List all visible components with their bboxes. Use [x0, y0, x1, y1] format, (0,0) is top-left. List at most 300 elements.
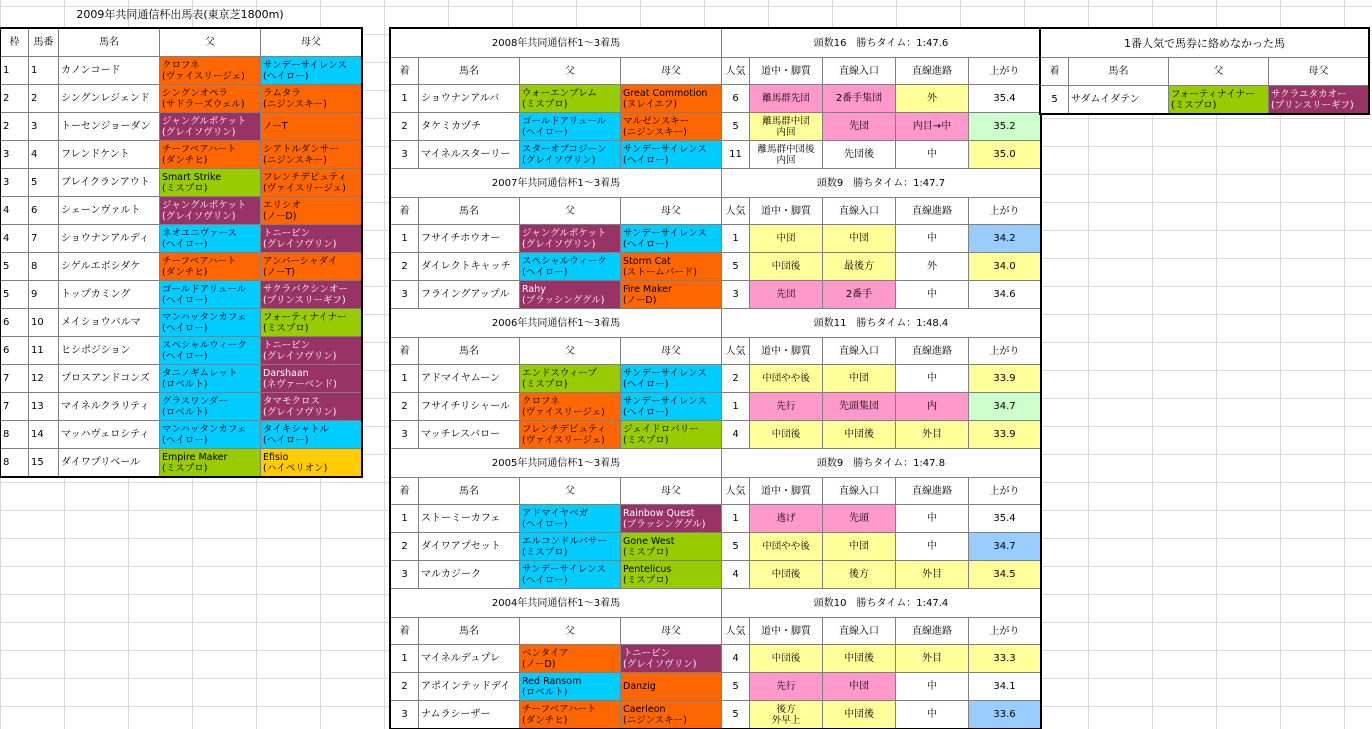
- result-running-style: 中団後: [750, 645, 823, 673]
- result-dam-sire: サンデーサイレンス (ヘイロー): [621, 365, 722, 393]
- race-header-cell: 直線進路: [896, 338, 969, 365]
- result-last-3f: 34.5: [969, 561, 1041, 589]
- entry-row: [1, 225, 362, 253]
- result-sire: フレンチデピュティ (ヴァイスリージェ): [520, 421, 621, 449]
- entry-dam-sire: タマモクロス (グレイソヴリン): [261, 393, 362, 421]
- race-info: 頭数9 勝ちタイム：1:47.7: [722, 169, 1041, 198]
- race-header-cell: 道中・脚質: [750, 478, 823, 505]
- race-header-cell: 着: [391, 478, 419, 505]
- entry-sire: ジャングルポケット (グレイソヴリン): [160, 113, 261, 141]
- entry-row: [1, 169, 362, 197]
- result-straight-course: 中: [896, 141, 969, 169]
- fav-header-name: 馬名: [1069, 58, 1169, 86]
- race-header-cell: 馬名: [419, 338, 520, 365]
- result-dam-sire: Gone West (ミスプロ): [621, 533, 722, 561]
- race-header-row: [391, 58, 1041, 85]
- race-header-cell: 母父: [621, 478, 722, 505]
- race-title: 2006年共同通信杯1～3着馬: [391, 309, 722, 338]
- entry-name: フレンドケント: [59, 141, 160, 169]
- result-popularity: 1: [722, 505, 750, 533]
- result-name: フサイチホウオー: [419, 225, 520, 253]
- race-title-row: [391, 169, 1041, 198]
- entry-sire: クロフネ (ヴァイスリージェ): [160, 57, 261, 85]
- race-header-cell: 道中・脚質: [750, 338, 823, 365]
- race-title-row: [391, 589, 1041, 618]
- result-row: [391, 113, 1041, 141]
- result-running-style: 中団やや後: [750, 365, 823, 393]
- entry-name: マッハヴェロシティ: [59, 421, 160, 449]
- entry-row: [1, 253, 362, 281]
- result-sire: チーフベアハート (ダンチヒ): [520, 701, 621, 729]
- entries-block: [0, 6, 362, 477]
- entry-sire: ジャングルポケット (グレイソヴリン): [160, 197, 261, 225]
- entry-row: [1, 113, 362, 141]
- result-dam-sire: トニービン (グレイソヴリン): [621, 645, 722, 673]
- result-name: マッチレスバロー: [419, 421, 520, 449]
- entry-num: 5: [29, 169, 59, 197]
- result-straight-course: 外目: [896, 421, 969, 449]
- race-header-cell: 着: [391, 198, 419, 225]
- result-popularity: 11: [722, 141, 750, 169]
- result-sire: ベンタイア (ノーD): [520, 645, 621, 673]
- result-dam-sire: Caerleon (ニジンスキー): [621, 701, 722, 729]
- result-straight-course: 中: [896, 701, 969, 729]
- entry-dam-sire: アンバーシャダイ (ノーT): [261, 253, 362, 281]
- entry-dam-sire: サクラバクシンオー (プリンスリーギフ): [261, 281, 362, 309]
- result-pos: 2: [391, 673, 419, 701]
- result-pos: 3: [391, 561, 419, 589]
- entry-dam-sire: フォーティナイナー (ミスプロ): [261, 309, 362, 337]
- race-header-cell: 直線入口: [823, 618, 896, 645]
- entry-waku: 5: [1, 281, 29, 309]
- entry-sire: Empire Maker (ミスプロ): [160, 449, 261, 477]
- result-straight-entry: 先団: [823, 113, 896, 141]
- result-last-3f: 34.6: [969, 281, 1041, 309]
- entry-name: ダイワプリベール: [59, 449, 160, 477]
- race-header-cell: 馬名: [419, 198, 520, 225]
- race-header-cell: 人気: [722, 478, 750, 505]
- entry-name: シェーンヴァルト: [59, 197, 160, 225]
- race-header-cell: 着: [391, 58, 419, 85]
- entry-waku: 3: [1, 169, 29, 197]
- entry-dam-sire: Darshaan (ネヴァーベンド): [261, 365, 362, 393]
- result-row: [391, 533, 1041, 561]
- race-header-cell: 馬名: [419, 618, 520, 645]
- result-last-3f: 33.3: [969, 645, 1041, 673]
- result-popularity: 5: [722, 113, 750, 141]
- result-sire: Rahy (ブラッシンググル): [520, 281, 621, 309]
- race-header-cell: 父: [520, 478, 621, 505]
- result-row: [391, 561, 1041, 589]
- favorite-sire: フォーティナイナー (ミスプロ): [1169, 86, 1269, 114]
- race-title: 2008年共同通信杯1～3着馬: [391, 29, 722, 58]
- result-sire: スペシャルウィーク (ヘイロー): [520, 253, 621, 281]
- entry-waku: 6: [1, 309, 29, 337]
- result-straight-course: 外: [896, 85, 969, 113]
- result-pos: 2: [391, 393, 419, 421]
- result-popularity: 4: [722, 421, 750, 449]
- race-title-row: [391, 29, 1041, 58]
- race-header-row: [391, 338, 1041, 365]
- entry-num: 9: [29, 281, 59, 309]
- entry-sire: マンハッタンカフェ (ヘイロー): [160, 421, 261, 449]
- entry-sire: マンハッタンカフェ (ヘイロー): [160, 309, 261, 337]
- entry-row: [1, 197, 362, 225]
- result-name: ストーミーカフェ: [419, 505, 520, 533]
- result-straight-course: 中: [896, 225, 969, 253]
- result-row: [391, 701, 1041, 729]
- entry-waku: 3: [1, 141, 29, 169]
- result-last-3f: 34.2: [969, 225, 1041, 253]
- entry-row: [1, 337, 362, 365]
- result-straight-entry: 先団後: [823, 141, 896, 169]
- race-header-cell: 直線進路: [896, 618, 969, 645]
- entry-num: 11: [29, 337, 59, 365]
- fav-header-pos: 着: [1041, 58, 1069, 86]
- result-running-style: 逃げ: [750, 505, 823, 533]
- entry-dam-sire: ノーT: [261, 113, 362, 141]
- entry-waku: 5: [1, 253, 29, 281]
- result-last-3f: 35.4: [969, 505, 1041, 533]
- race-header-cell: 母父: [621, 618, 722, 645]
- result-last-3f: 34.0: [969, 253, 1041, 281]
- result-dam-sire: Storm Cat (ストームバード): [621, 253, 722, 281]
- result-popularity: 1: [722, 393, 750, 421]
- result-pos: 1: [391, 645, 419, 673]
- result-running-style: 先行: [750, 393, 823, 421]
- entry-sire: チーフベアハート (ダンチヒ): [160, 253, 261, 281]
- result-last-3f: 35.2: [969, 113, 1041, 141]
- entry-waku: 4: [1, 197, 29, 225]
- entry-num: 2: [29, 85, 59, 113]
- result-sire: Red Ransom (ロベルト): [520, 673, 621, 701]
- entry-sire: スペシャルウィーク (ヘイロー): [160, 337, 261, 365]
- entry-row: [1, 57, 362, 85]
- race-header-cell: 母父: [621, 198, 722, 225]
- result-popularity: 2: [722, 365, 750, 393]
- race-title: 2004年共同通信杯1～3着馬: [391, 589, 722, 618]
- race-header-cell: 直線入口: [823, 198, 896, 225]
- entry-num: 4: [29, 141, 59, 169]
- result-popularity: 5: [722, 673, 750, 701]
- race-header-cell: 直線進路: [896, 198, 969, 225]
- entries-table: [0, 28, 362, 477]
- result-running-style: 離馬群中団後 内回: [750, 141, 823, 169]
- result-row: [391, 281, 1041, 309]
- entry-name: メイショウバルマ: [59, 309, 160, 337]
- result-name: マイネルデュプレ: [419, 645, 520, 673]
- race-header-cell: 道中・脚質: [750, 58, 823, 85]
- entry-num: 8: [29, 253, 59, 281]
- result-popularity: 4: [722, 561, 750, 589]
- result-last-3f: 35.0: [969, 141, 1041, 169]
- race-header-cell: 直線進路: [896, 478, 969, 505]
- entry-num: 1: [29, 57, 59, 85]
- result-straight-course: 外目: [896, 561, 969, 589]
- entry-name: シゲルエボシダケ: [59, 253, 160, 281]
- favorite-header-row: [1041, 58, 1369, 86]
- result-pos: 1: [391, 365, 419, 393]
- race-header-cell: 直線進路: [896, 58, 969, 85]
- entry-row: [1, 421, 362, 449]
- result-pos: 1: [391, 505, 419, 533]
- result-last-3f: 35.4: [969, 85, 1041, 113]
- header-dam-sire: 母父: [261, 29, 362, 57]
- race-header-row: [391, 618, 1041, 645]
- result-pos: 3: [391, 281, 419, 309]
- favorite-dam-sire: サクラユタカオー (プリンスリーギフ): [1269, 86, 1369, 114]
- result-row: [391, 85, 1041, 113]
- result-sire: アドマイヤベガ (ヘイロー): [520, 505, 621, 533]
- results-table: [390, 28, 1041, 729]
- favorite-table: [1040, 28, 1369, 114]
- result-running-style: 後方 外早上: [750, 701, 823, 729]
- entry-num: 3: [29, 113, 59, 141]
- result-straight-entry: 先頭: [823, 505, 896, 533]
- entry-dam-sire: ラムタラ (ニジンスキー): [261, 85, 362, 113]
- result-row: [391, 505, 1041, 533]
- result-running-style: 離馬群中団 内回: [750, 113, 823, 141]
- race-header-cell: 父: [520, 338, 621, 365]
- result-straight-entry: 2番手: [823, 281, 896, 309]
- entry-dam-sire: トニービン (グレイソヴリン): [261, 225, 362, 253]
- result-straight-course: 外目: [896, 645, 969, 673]
- entry-dam-sire: タイキシャトル (ヘイロー): [261, 421, 362, 449]
- entry-sire: Smart Strike (ミスプロ): [160, 169, 261, 197]
- race-header-cell: 上がり: [969, 58, 1041, 85]
- entry-dam-sire: サンデーサイレンス (ヘイロー): [261, 57, 362, 85]
- result-name: ナムラシーザー: [419, 701, 520, 729]
- result-sire: ジャングルポケット (グレイソヴリン): [520, 225, 621, 253]
- result-pos: 3: [391, 701, 419, 729]
- entry-dam-sire: トニービン (グレイソヴリン): [261, 337, 362, 365]
- result-row: [391, 365, 1041, 393]
- result-dam-sire: Fire Maker (ノーD): [621, 281, 722, 309]
- entry-sire: グラスワンダー (ロベルト): [160, 393, 261, 421]
- result-straight-course: 中: [896, 505, 969, 533]
- entry-num: 15: [29, 449, 59, 477]
- entry-num: 14: [29, 421, 59, 449]
- result-sire: サンデーサイレンス (ヘイロー): [520, 561, 621, 589]
- entry-row: [1, 365, 362, 393]
- race-header-cell: 上がり: [969, 618, 1041, 645]
- result-sire: ゴールドアリュール (ヘイロー): [520, 113, 621, 141]
- race-header-cell: 父: [520, 618, 621, 645]
- result-last-3f: 34.1: [969, 673, 1041, 701]
- result-sire: エンドスウィープ (ミスプロ): [520, 365, 621, 393]
- entry-name: ショウナンアルディ: [59, 225, 160, 253]
- entry-name: ブレイクランアウト: [59, 169, 160, 197]
- entry-waku: 4: [1, 225, 29, 253]
- result-last-3f: 34.7: [969, 533, 1041, 561]
- result-name: ダイレクトキャッチ: [419, 253, 520, 281]
- entry-waku: 8: [1, 421, 29, 449]
- entry-dam-sire: エリシオ (ノーD): [261, 197, 362, 225]
- race-header-cell: 上がり: [969, 198, 1041, 225]
- result-straight-course: 中: [896, 281, 969, 309]
- header-name: 馬名: [59, 29, 160, 57]
- result-row: [391, 645, 1041, 673]
- result-row: [391, 393, 1041, 421]
- race-info: 頭数16 勝ちタイム：1:47.6: [722, 29, 1041, 58]
- result-popularity: 3: [722, 281, 750, 309]
- result-last-3f: 33.9: [969, 365, 1041, 393]
- result-straight-course: 中: [896, 673, 969, 701]
- entry-waku: 8: [1, 449, 29, 477]
- entry-waku: 7: [1, 393, 29, 421]
- result-straight-entry: 2番手集団: [823, 85, 896, 113]
- result-pos: 3: [391, 421, 419, 449]
- result-name: タケミカヅチ: [419, 113, 520, 141]
- result-popularity: 5: [722, 533, 750, 561]
- favorite-name: サダムイダテン: [1069, 86, 1169, 114]
- result-straight-entry: 先頭集団: [823, 393, 896, 421]
- result-running-style: 中団後: [750, 253, 823, 281]
- entry-num: 6: [29, 197, 59, 225]
- race-header-cell: 父: [520, 198, 621, 225]
- result-straight-entry: 中団: [823, 225, 896, 253]
- result-name: マルカジーク: [419, 561, 520, 589]
- entry-row: [1, 85, 362, 113]
- race-title: 2007年共同通信杯1～3着馬: [391, 169, 722, 198]
- race-header-cell: 馬名: [419, 58, 520, 85]
- entry-name: トーセンジョーダン: [59, 113, 160, 141]
- entries-body: [1, 57, 362, 477]
- entry-row: [1, 449, 362, 477]
- result-name: マイネルスターリー: [419, 141, 520, 169]
- entry-row: [1, 393, 362, 421]
- result-straight-course: 中: [896, 533, 969, 561]
- result-row: [391, 225, 1041, 253]
- race-header-cell: 着: [391, 338, 419, 365]
- result-running-style: 中団: [750, 225, 823, 253]
- favorite-body: [1041, 86, 1369, 114]
- race-info: 頭数11 勝ちタイム：1:48.4: [722, 309, 1041, 338]
- race-header-cell: 馬名: [419, 478, 520, 505]
- result-row: [391, 673, 1041, 701]
- result-row: [391, 141, 1041, 169]
- result-straight-course: 内目→中: [896, 113, 969, 141]
- entry-row: [1, 309, 362, 337]
- entry-row: [1, 281, 362, 309]
- result-sire: クロフネ (ヴァイスリージェ): [520, 393, 621, 421]
- race-info: 頭数10 勝ちタイム：1:47.4: [722, 589, 1041, 618]
- entry-sire: チーフベアハート (ダンチヒ): [160, 141, 261, 169]
- entry-waku: 1: [1, 57, 29, 85]
- result-straight-entry: 中団: [823, 365, 896, 393]
- result-pos: 3: [391, 141, 419, 169]
- header-sire: 父: [160, 29, 261, 57]
- entry-sire: シングンオペラ (サドラーズウェル): [160, 85, 261, 113]
- result-dam-sire: ジェイドロバリー (ミスプロ): [621, 421, 722, 449]
- result-last-3f: 33.6: [969, 701, 1041, 729]
- result-popularity: 5: [722, 701, 750, 729]
- entry-name: カノンコード: [59, 57, 160, 85]
- result-straight-course: 内: [896, 393, 969, 421]
- race-info: 頭数9 勝ちタイム：1:47.8: [722, 449, 1041, 478]
- entry-row: [1, 141, 362, 169]
- entry-num: 7: [29, 225, 59, 253]
- result-name: フサイチリシャール: [419, 393, 520, 421]
- entry-name: プロスアンドコンズ: [59, 365, 160, 393]
- entry-dam-sire: シアトルダンサー (ニジンスキー): [261, 141, 362, 169]
- result-name: フライングアップル: [419, 281, 520, 309]
- result-running-style: 中団やや後: [750, 533, 823, 561]
- race-header-cell: 人気: [722, 618, 750, 645]
- result-straight-entry: 中団: [823, 533, 896, 561]
- result-pos: 2: [391, 533, 419, 561]
- result-dam-sire: Rainbow Quest (ブラッシンググル): [621, 505, 722, 533]
- favorite-row: [1041, 86, 1369, 114]
- entry-waku: 2: [1, 85, 29, 113]
- race-header-row: [391, 198, 1041, 225]
- favorite-title: 1番人気で馬券に絡めなかった馬: [1041, 29, 1369, 58]
- fav-header-dam-sire: 母父: [1269, 58, 1369, 86]
- result-dam-sire: マルゼンスキー (ニジンスキー): [621, 113, 722, 141]
- fav-header-sire: 父: [1169, 58, 1269, 86]
- race-header-cell: 直線入口: [823, 58, 896, 85]
- result-dam-sire: サンデーサイレンス (ヘイロー): [621, 393, 722, 421]
- favorite-title-row: [1041, 29, 1369, 58]
- entry-num: 10: [29, 309, 59, 337]
- race-header-cell: 父: [520, 58, 621, 85]
- result-sire: エルコンドルパサー (ミスプロ): [520, 533, 621, 561]
- result-straight-course: 中: [896, 365, 969, 393]
- race-header-row: [391, 478, 1041, 505]
- race-header-cell: 直線入口: [823, 478, 896, 505]
- entry-sire: タニノギムレット (ロベルト): [160, 365, 261, 393]
- result-straight-entry: 後方: [823, 561, 896, 589]
- entry-dam-sire: Efisio (ハイペリオン): [261, 449, 362, 477]
- entry-name: ヒシポジション: [59, 337, 160, 365]
- result-name: ショウナンアルバ: [419, 85, 520, 113]
- entry-waku: 6: [1, 337, 29, 365]
- result-popularity: 6: [722, 85, 750, 113]
- entry-num: 13: [29, 393, 59, 421]
- entry-name: トップカミング: [59, 281, 160, 309]
- race-header-cell: 直線入口: [823, 338, 896, 365]
- result-popularity: 4: [722, 645, 750, 673]
- result-running-style: 先団: [750, 281, 823, 309]
- race-header-cell: 母父: [621, 338, 722, 365]
- result-popularity: 5: [722, 253, 750, 281]
- race-header-cell: 上がり: [969, 338, 1041, 365]
- result-last-3f: 33.9: [969, 421, 1041, 449]
- race-header-cell: 上がり: [969, 478, 1041, 505]
- result-dam-sire: Danzig: [621, 673, 722, 701]
- result-straight-entry: 中団: [823, 673, 896, 701]
- result-straight-entry: 中団後: [823, 421, 896, 449]
- result-dam-sire: サンデーサイレンス (ヘイロー): [621, 225, 722, 253]
- entry-dam-sire: フレンチデピュティ (ヴァイスリージェ): [261, 169, 362, 197]
- entry-num: 12: [29, 365, 59, 393]
- result-name: アドマイヤムーン: [419, 365, 520, 393]
- entry-name: シングンレジェンド: [59, 85, 160, 113]
- race-header-cell: 道中・脚質: [750, 198, 823, 225]
- result-running-style: 中団後: [750, 421, 823, 449]
- race-header-cell: 人気: [722, 338, 750, 365]
- result-straight-entry: 最後方: [823, 253, 896, 281]
- result-running-style: 離馬群先団: [750, 85, 823, 113]
- race-header-cell: 人気: [722, 58, 750, 85]
- result-straight-entry: 中団後: [823, 645, 896, 673]
- header-waku: 枠: [1, 29, 29, 57]
- race-header-cell: 人気: [722, 198, 750, 225]
- result-straight-entry: 中団後: [823, 701, 896, 729]
- race-header-cell: 道中・脚質: [750, 618, 823, 645]
- favorite-pos: 5: [1041, 86, 1069, 114]
- result-last-3f: 34.7: [969, 393, 1041, 421]
